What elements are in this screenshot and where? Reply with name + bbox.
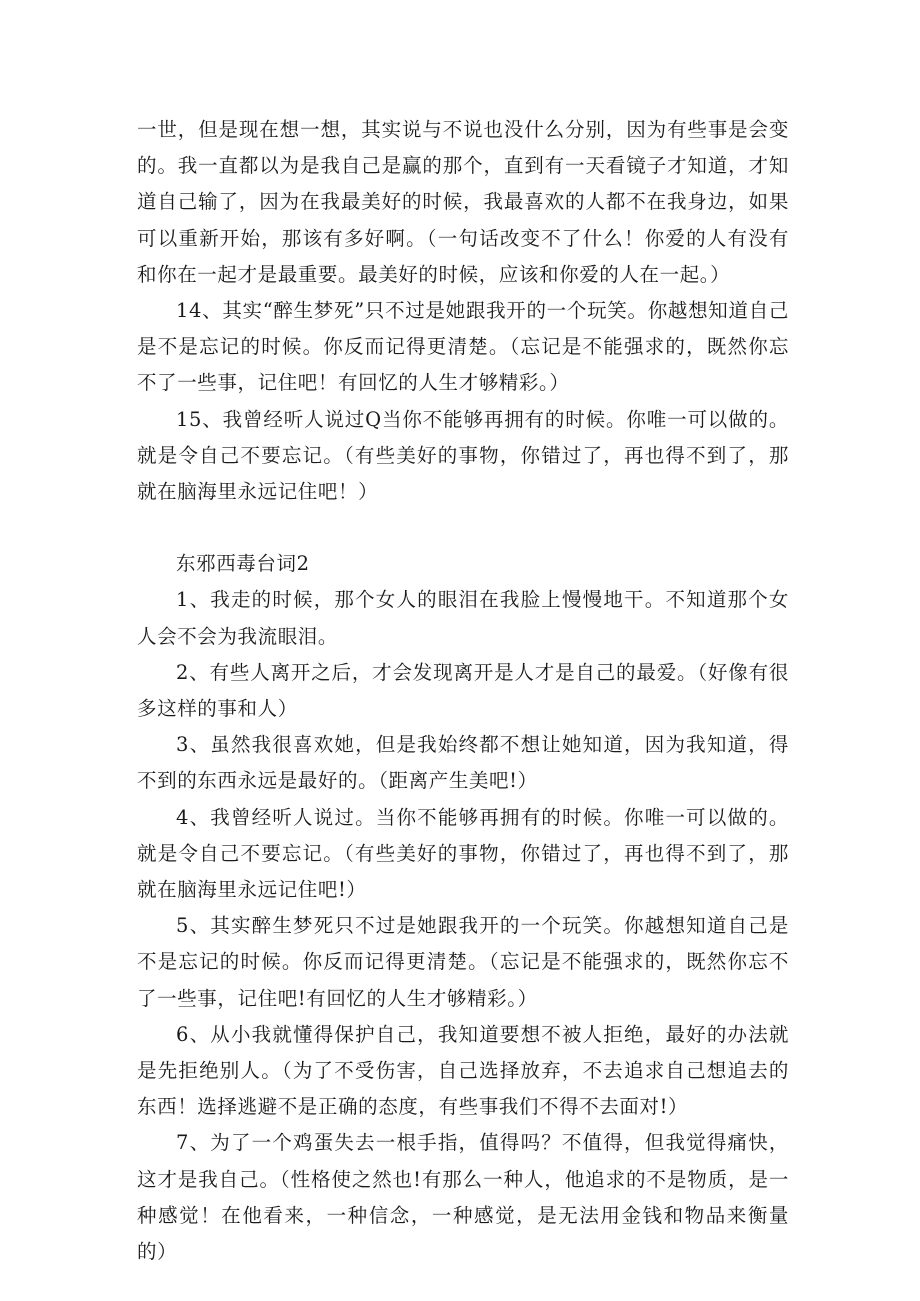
quote-item-7: 7、为了一个鸡蛋失去一根手指，值得吗？不值得，但我觉得痛快，这才是我自己。（性格使之然也!有那么一种人，他追求的不是物质，是一种感觉！在他看来，一种信念，一种感觉，是无法用金钱和物品来衡量的）: [137, 1131, 789, 1264]
quote-item-14: 14、其实“醉生梦死”只不过是她跟我开的一个玩笑。你越想知道自己是不是忘记的时候。你反而记得更清楚。（忘记是不能强求的，既然你忘不了一些事，记住吧！有回忆的人生才够精彩。）: [137, 299, 789, 395]
continuation-paragraph: 一世，但是现在想一想，其实说与不说也没什么分别，因为有些事是会变的。我一直都以为是我自己是赢的那个，直到有一天看镜子才知道，才知道自己输了，因为在我最美好的时候，我最喜欢的人都不在我身边，如果可以重新开始，那该有多好啊。（一句话改变不了什么！你爱的人有没有和你在一起才是最重要。最美好的时候，应该和你爱的人在一起。）: [137, 118, 789, 286]
quote-item-2: 2、有些人离开之后，才会发现离开是人才是自己的最爱。（好像有很多这样的事和人）: [137, 660, 789, 721]
quote-item-5: 5、其实醉生梦死只不过是她跟我开的一个玩笑。你越想知道自己是不是忘记的时候。你反而记得更清楚。（忘记是不能强求的，既然你忘不了一些事，记住吧!有回忆的人生才够精彩。）: [137, 914, 789, 1010]
document-page: [137, 112, 789, 1270]
section-title: 东邪西毒台词2: [176, 552, 310, 576]
quote-item-3: 3、虽然我很喜欢她，但是我始终都不想让她知道，因为我知道，得不到的东西永远是最好的。（距离产生美吧!）: [137, 733, 789, 793]
quote-item-6: 6、从小我就懂得保护自己，我知道要想不被人拒绝，最好的办法就是先拒绝别人。（为了不受伤害，自己选择放弃，不去追求自己想追去的东西！选择逃避不是正确的态度，有些事我们不得不去面对!）: [137, 1022, 789, 1119]
quote-item-4: 4、我曾经听人说过。当你不能够再拥有的时候。你唯一可以做的。就是令自己不要忘记。（有些美好的事物，你错过了，再也得不到了，那就在脑海里永远记住吧!）: [137, 805, 789, 902]
section-spacer: [137, 510, 789, 546]
quote-item-15: 15、我曾经听人说过Q当你不能够再拥有的时候。你唯一可以做的。就是令自己不要忘记。（有些美好的事物，你错过了，再也得不到了，那就在脑海里永远记住吧！）: [137, 407, 789, 504]
quote-item-1: 1、我走的时候，那个女人的眼泪在我脸上慢慢地干。不知道那个女人会不会为我流眼泪。: [137, 588, 789, 648]
